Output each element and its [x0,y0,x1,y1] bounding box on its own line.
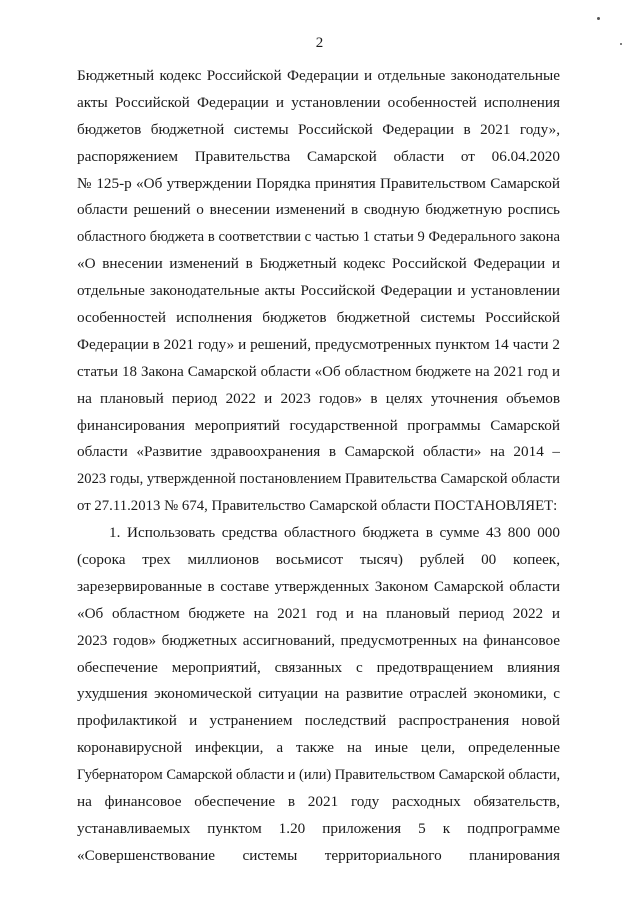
scan-speck [620,43,622,45]
text-line: обеспечение мероприятий, связанных с предотвращением влияния [77,658,560,676]
text-line: Губернатором Самарской области и (или) Правительством Самарской области, [77,767,560,784]
text-line: зарезервированные в составе утвержденных Законом Самарской области [77,577,560,595]
text-line: акты Российской Федерации и установлении особенностей исполнения [77,93,560,111]
text-line: Бюджетный кодекс Российской Федерации и отдельные законодательные [77,67,560,84]
text-line: профилактикой и устранением последствий распространения новой [77,712,560,730]
text-line: на финансовое обеспечение в 2021 году расходных обязательств, [77,793,560,811]
text-line: «Об областном бюджете на 2021 год и на плановый период 2022 и [77,604,560,622]
text-line: «О внесении изменений в Бюджетный кодекс Российской Федерации и [77,255,560,273]
paragraph-1-first-line: 1. Использовать средства областного бюджета в сумме 43 800 000 [109,524,560,542]
text-line: от 27.11.2013 № 674, Правительство Самарской области ПОСТАНОВЛЯЕТ: [77,498,558,515]
text-line: финансирования мероприятий государственной программы Самарской [77,416,560,434]
document-body [77,63,560,870]
text-line: 2023 годов» бюджетных ассигнований, предусмотренных на финансовое [77,631,560,649]
text-line: области «Развитие здравоохранения в Самарской области» на 2014 – [77,443,560,461]
text-line: № 125-р «Об утверждении Порядка принятия Правительством Самарской [77,174,560,192]
text-line: распоряжением Правительства Самарской области от 06.04.2020 [77,147,560,165]
text-line: области решений о внесении изменений в сводную бюджетную роспись [77,201,560,219]
text-line: областного бюджета в соответствии с частью 1 статьи 9 Федерального закона [77,229,560,246]
text-line: 2023 годы, утвержденной постановлением Правительства Самарской области [77,471,560,488]
text-line: коронавирусной инфекции, а также на иные цели, определенные [77,739,560,757]
scan-speck [597,17,600,20]
text-line: устанавливаемых пунктом 1.20 приложения 5 к подпрограмме [77,819,560,837]
text-line: на плановый период 2022 и 2023 годов» в целях уточнения объемов [77,389,560,407]
text-line: ухудшения экономической ситуации на развитие отраслей экономики, с [77,685,560,703]
page-number: 2 [315,35,324,51]
text-line: бюджетов бюджетной системы Российской Федерации в 2021 году», [77,120,560,138]
text-line: Федерации в 2021 году» и решений, предусмотренных пунктом 14 части 2 [77,335,560,353]
text-line: статьи 18 Закона Самарской области «Об областном бюджете на 2021 год и [77,363,560,380]
text-line: особенностей исполнения бюджетов бюджетной системы Российской [77,309,560,327]
text-line: «Совершенствование системы территориального планирования [77,846,560,864]
text-line: отдельные законодательные акты Российской Федерации и установлении [77,282,560,300]
text-line: (сорока трех миллионов восьмисот тысяч) рублей 00 копеек, [77,551,560,569]
